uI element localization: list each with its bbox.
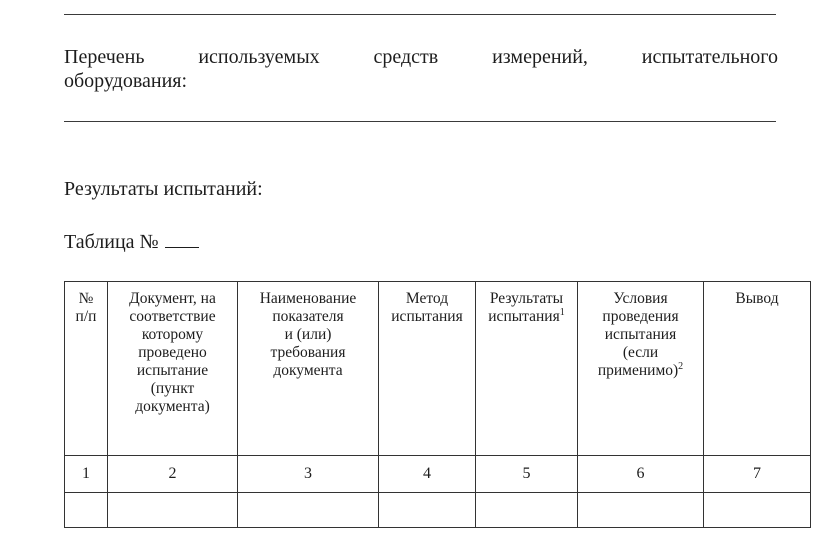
footnote-marker: 2 [678,360,684,372]
instruments-heading-line1 [64,45,778,69]
results-table [64,281,811,528]
column-number-cell: 4 [379,456,476,493]
instruments-word: средств [373,46,439,68]
footnote-marker: 1 [559,306,565,318]
column-number-cell: 1 [65,456,108,493]
header-text-main: Результаты испытания [488,290,564,325]
empty-cell [379,493,476,528]
instruments-word: измерений, [492,46,588,68]
header-cell-method [379,282,476,456]
instruments-word: используемых [198,46,320,68]
header-cell-document [108,282,238,456]
column-number-cell: 2 [108,456,238,493]
column-number-cell: 3 [238,456,379,493]
empty-cell [476,493,578,528]
header-text: Вывод [735,290,779,307]
column-number-cell: 6 [578,456,704,493]
instruments-fill-line [64,121,776,122]
header-text: № п/п [75,290,97,325]
header-cell-results [476,282,578,456]
header-text: Метод испытания [391,290,463,325]
empty-cell [108,493,238,528]
header-text: Документ, на соответствие которому проведено испытание (пункт документа) [129,290,216,415]
results-heading: Результаты испытаний: [64,178,263,200]
empty-cell [578,493,704,528]
empty-data-row [65,493,811,528]
header-cell-indicator [238,282,379,456]
header-text [578,290,703,380]
header-text-main: Условия проведения испытания (если применимо) [597,290,679,379]
header-cell-conclusion [704,282,811,456]
column-number-cell: 7 [704,456,811,493]
instruments-word: испытательного [641,46,778,68]
header-text: Наименование показателя и (или) требования документа [259,290,357,379]
instruments-word: Перечень [64,46,145,68]
header-cell-conditions [578,282,704,456]
table-number-blank [165,229,199,248]
header-text [476,290,577,326]
table-caption-label: Таблица № [64,231,159,253]
header-cell-number [65,282,108,456]
empty-cell [704,493,811,528]
column-number-row [65,456,811,493]
column-number-cell: 5 [476,456,578,493]
top-divider-line [64,14,776,15]
empty-cell [238,493,379,528]
empty-cell [65,493,108,528]
table-header-row [65,282,811,456]
instruments-heading-line2: оборудования: [64,70,188,92]
table-caption [64,229,778,254]
